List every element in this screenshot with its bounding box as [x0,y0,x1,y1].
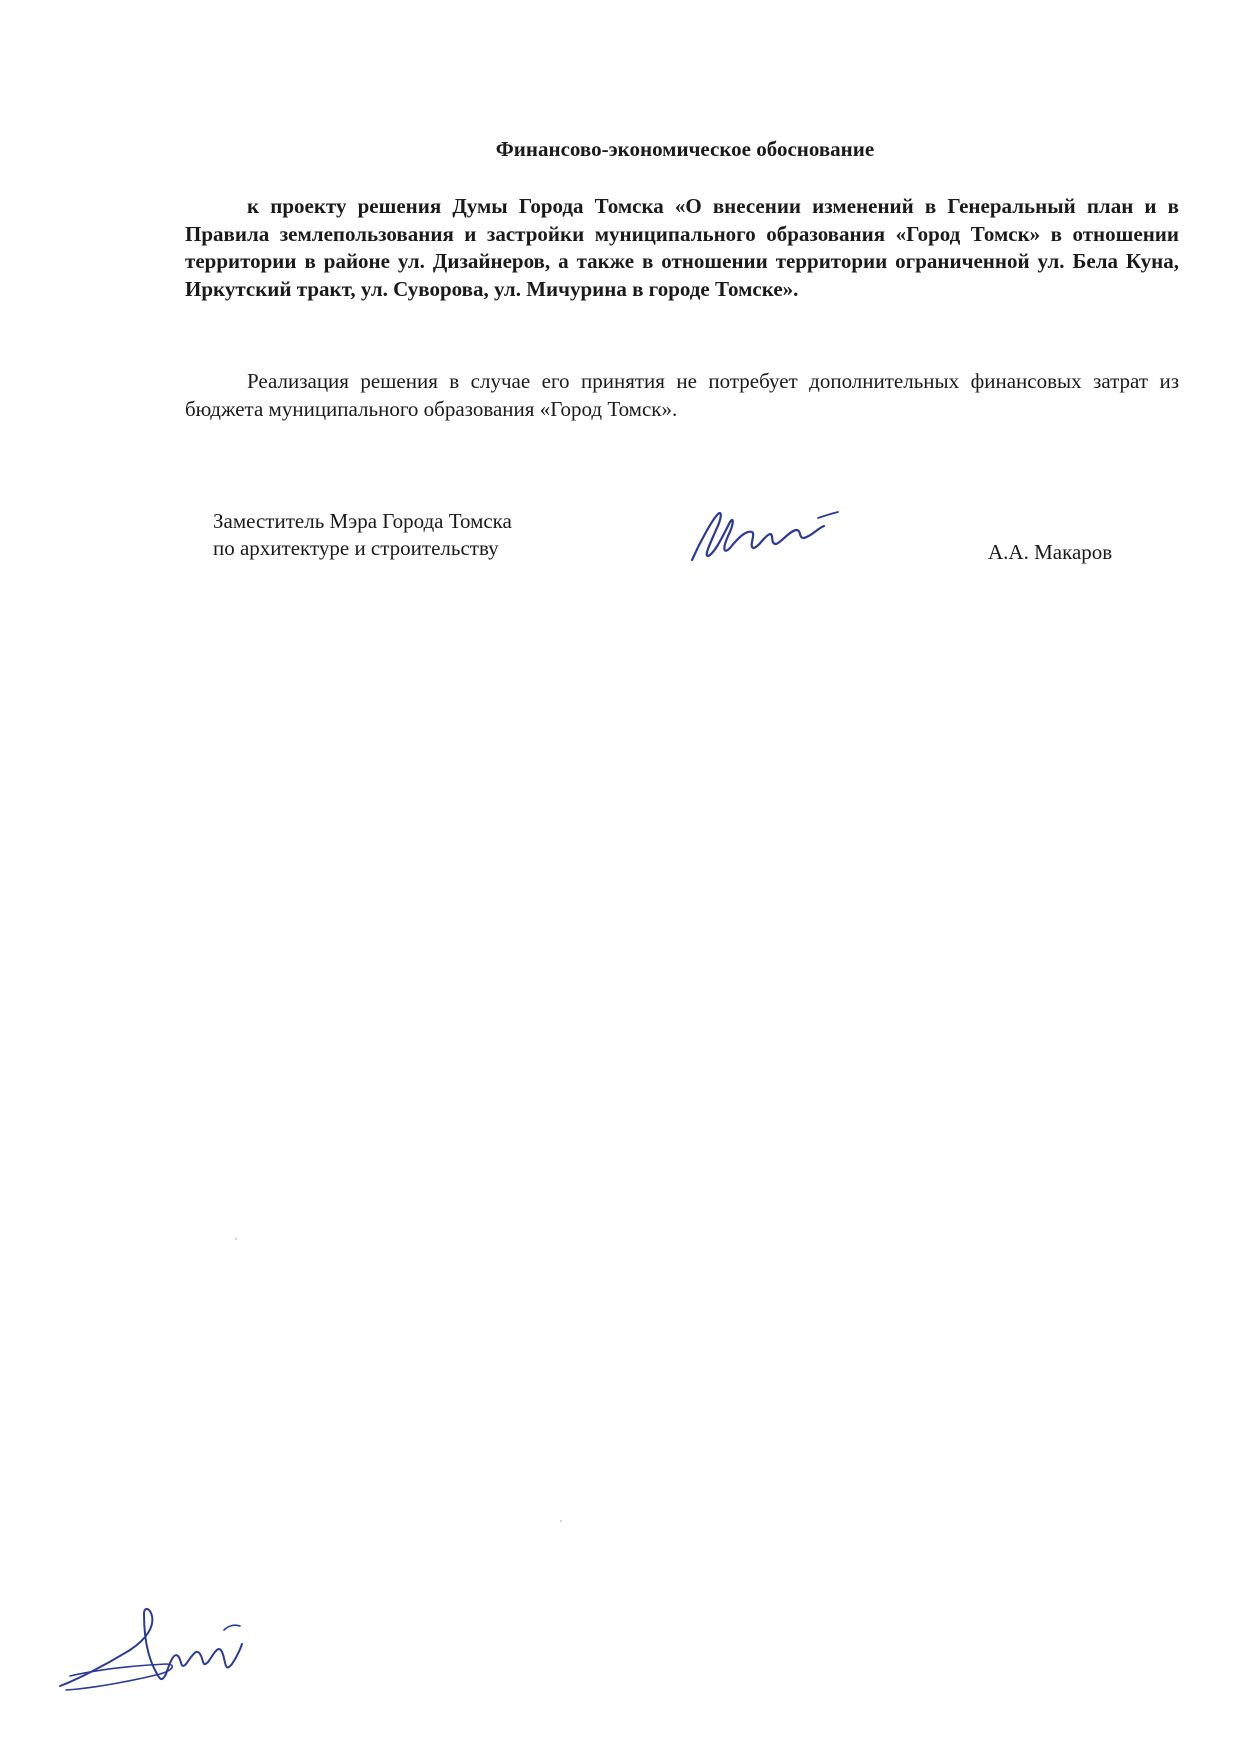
signatory-position-line-1: Заместитель Мэра Города Томска [213,509,512,533]
signatory-position [213,508,512,562]
document-subject: к проекту решения Думы Города Томска «О внесении изменений в Генеральный план и в Правила землепользования и застройки муниципального образования «Город Томск» в отношении территории в районе ул. Дизайнеров, а также в отношении территории ограниченной ул. Бела Куна, Иркутский тракт, ул. Суворова, ул. Мичурина в городе Томске». [185,194,1179,301]
document-body: Реализация решения в случае его принятия не потребует дополнительных финансовых затрат из бюджета муниципального образования «Город Томск». [185,369,1179,421]
handwritten-signature-icon [686,498,846,570]
handwritten-initials-icon [56,1600,256,1692]
scan-artifact [235,1238,237,1240]
document-title: Финансово-экономическое обоснование [495,137,875,161]
signatory-position-line-2: по архитектуре и строительству [213,536,499,560]
scan-artifact [560,1520,562,1522]
signatory-name: А.А. Макаров [988,540,1113,564]
